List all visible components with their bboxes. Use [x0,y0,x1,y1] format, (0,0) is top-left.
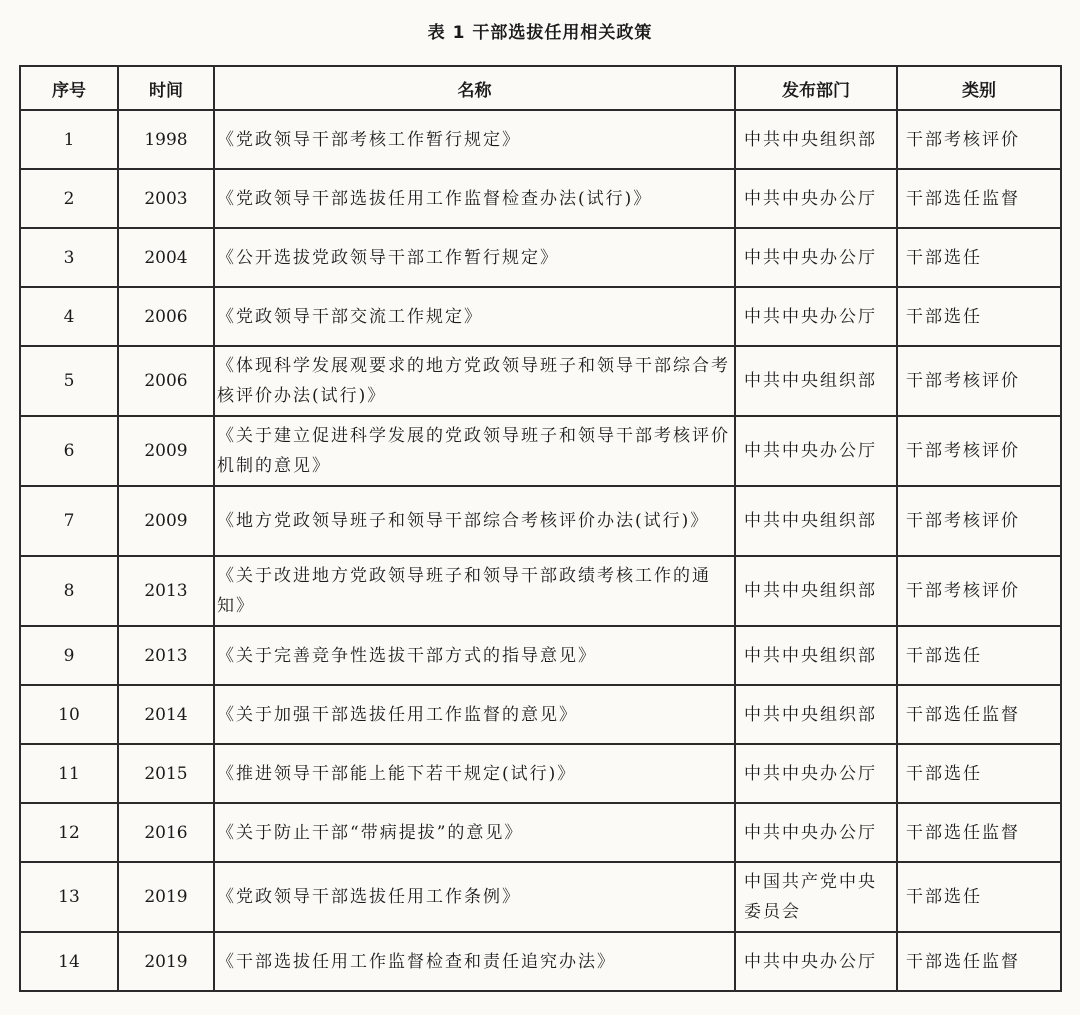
cell-dept: 中共中央组织部 [735,626,897,685]
cell-dept: 中国共产党中央委员会 [735,862,897,932]
cell-year: 2013 [118,556,214,626]
cell-dept: 中共中央组织部 [735,346,897,416]
cell-year: 2013 [118,626,214,685]
cell-name: 《关于防止干部“带病提拔”的意见》 [214,803,735,862]
cell-no: 2 [20,169,118,228]
table-row [20,110,1061,169]
cell-name: 《关于改进地方党政领导班子和领导干部政绩考核工作的通知》 [214,556,735,626]
cell-category: 干部选任监督 [897,803,1061,862]
cell-dept: 中共中央办公厅 [735,169,897,228]
cell-name: 《关于加强干部选拔任用工作监督的意见》 [214,685,735,744]
cell-category: 干部选任监督 [897,685,1061,744]
cell-category: 干部考核评价 [897,416,1061,486]
table-row [20,556,1061,626]
cell-no: 10 [20,685,118,744]
cell-no: 11 [20,744,118,803]
cell-dept: 中共中央办公厅 [735,744,897,803]
table-row [20,626,1061,685]
cell-category: 干部选任 [897,287,1061,346]
cell-no: 3 [20,228,118,287]
cell-year: 2016 [118,803,214,862]
cell-category: 干部考核评价 [897,556,1061,626]
cell-name: 《关于建立促进科学发展的党政领导班子和领导干部考核评价机制的意见》 [214,416,735,486]
cell-year: 2009 [118,416,214,486]
header-category: 类别 [897,66,1061,110]
cell-year: 2019 [118,862,214,932]
table-row [20,346,1061,416]
cell-year: 2003 [118,169,214,228]
cell-no: 5 [20,346,118,416]
cell-year: 2015 [118,744,214,803]
cell-category: 干部选任 [897,228,1061,287]
cell-dept: 中共中央组织部 [735,685,897,744]
cell-name: 《推进领导干部能上能下若干规定(试行)》 [214,744,735,803]
cell-name: 《体现科学发展观要求的地方党政领导班子和领导干部综合考核评价办法(试行)》 [214,346,735,416]
header-year: 时间 [118,66,214,110]
cell-category: 干部选任 [897,626,1061,685]
cell-category: 干部选任 [897,862,1061,932]
table-header-row [20,66,1061,110]
table-row [20,932,1061,991]
cell-dept: 中共中央组织部 [735,486,897,556]
cell-category: 干部选任 [897,744,1061,803]
cell-name: 《党政领导干部选拔任用工作条例》 [214,862,735,932]
cell-year: 2006 [118,346,214,416]
header-name: 名称 [214,66,735,110]
cell-name: 《关于完善竞争性选拔干部方式的指导意见》 [214,626,735,685]
cell-dept: 中共中央办公厅 [735,228,897,287]
table-row [20,228,1061,287]
cell-category: 干部考核评价 [897,486,1061,556]
cell-no: 8 [20,556,118,626]
cell-year: 2019 [118,932,214,991]
cell-category: 干部考核评价 [897,346,1061,416]
cell-year: 2014 [118,685,214,744]
cell-dept: 中共中央组织部 [735,556,897,626]
cell-year: 2004 [118,228,214,287]
cell-name: 《地方党政领导班子和领导干部综合考核评价办法(试行)》 [214,486,735,556]
cell-dept: 中共中央组织部 [735,110,897,169]
cell-no: 4 [20,287,118,346]
table-row [20,685,1061,744]
cell-year: 2009 [118,486,214,556]
table-caption: 表 1 干部选拔任用相关政策 [427,23,653,43]
table-row [20,287,1061,346]
header-no: 序号 [20,66,118,110]
policy-table [19,65,1062,992]
cell-year: 1998 [118,110,214,169]
cell-category: 干部选任监督 [897,932,1061,991]
cell-no: 12 [20,803,118,862]
table-row [20,169,1061,228]
cell-dept: 中共中央办公厅 [735,416,897,486]
cell-year: 2006 [118,287,214,346]
cell-no: 9 [20,626,118,685]
cell-no: 14 [20,932,118,991]
cell-dept: 中共中央办公厅 [735,932,897,991]
cell-name: 《党政领导干部选拔任用工作监督检查办法(试行)》 [214,169,735,228]
cell-name: 《党政领导干部考核工作暂行规定》 [214,110,735,169]
cell-dept: 中共中央办公厅 [735,803,897,862]
cell-name: 《公开选拔党政领导干部工作暂行规定》 [214,228,735,287]
cell-no: 7 [20,486,118,556]
cell-no: 13 [20,862,118,932]
cell-name: 《干部选拔任用工作监督检查和责任追究办法》 [214,932,735,991]
table-row [20,486,1061,556]
cell-no: 6 [20,416,118,486]
cell-category: 干部考核评价 [897,110,1061,169]
table-row [20,803,1061,862]
cell-name: 《党政领导干部交流工作规定》 [214,287,735,346]
cell-no: 1 [20,110,118,169]
table-row [20,862,1061,932]
header-dept: 发布部门 [735,66,897,110]
cell-dept: 中共中央办公厅 [735,287,897,346]
cell-category: 干部选任监督 [897,169,1061,228]
table-row [20,416,1061,486]
table-row [20,744,1061,803]
